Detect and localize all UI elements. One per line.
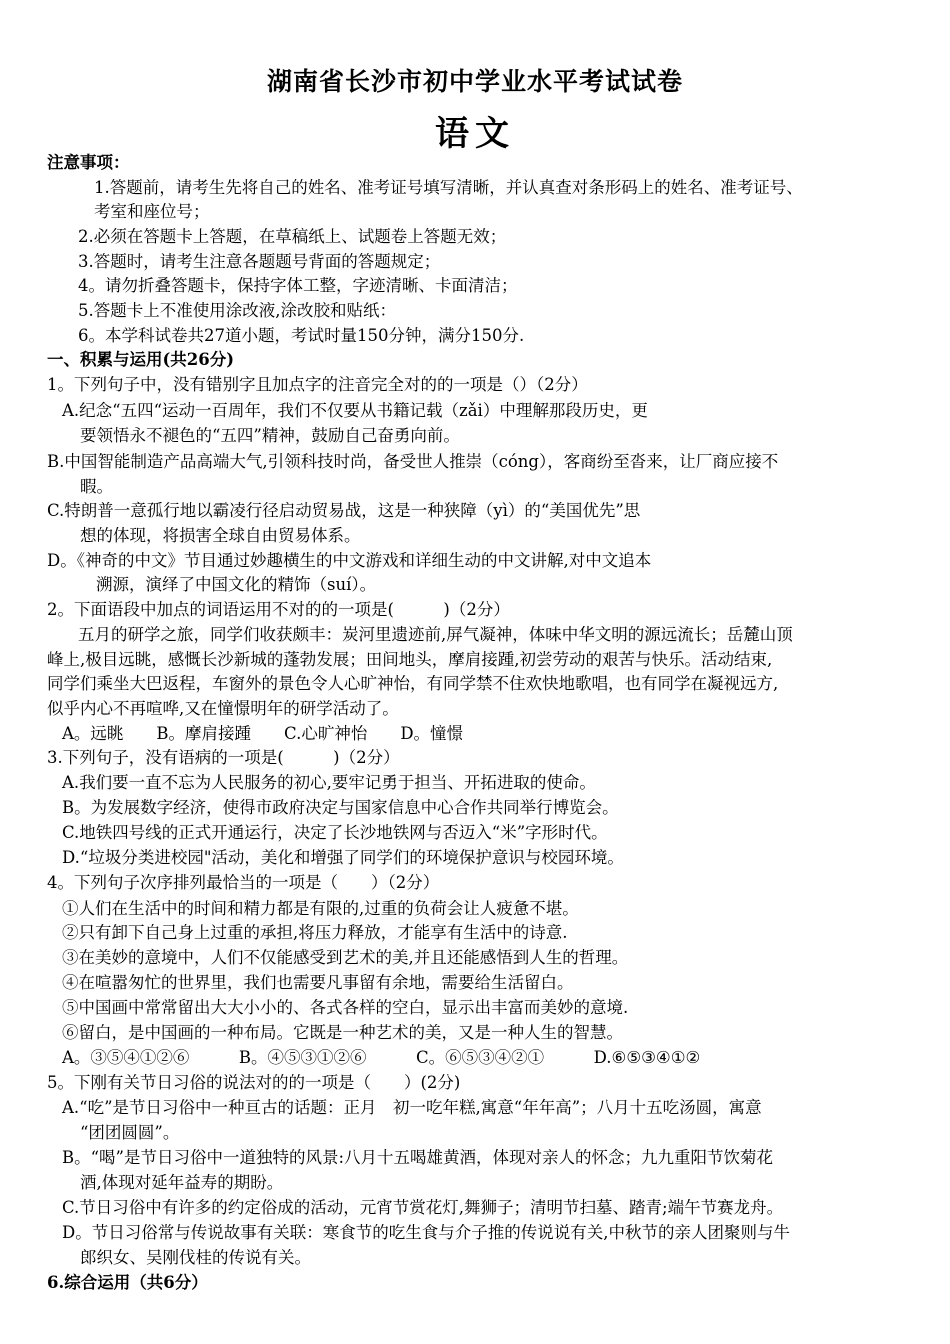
question-5-option: A.“吃”是节日习俗中一种亘古的话题：正月 初一吃年糕,寓意“年年高”；八月十五吃汤圆，寓意 <box>62 1098 762 1117</box>
question-1-option: 要领悟永不褪色的“五四”精神，鼓励自己奋勇向前。 <box>80 426 460 445</box>
question-2-options: A。远眺 B。摩肩接踵 C.心旷神怡 D。憧憬 <box>62 724 464 743</box>
question-4-item: ⑤中国画中常常留出大大小小的、各式各样的空白，显示出丰富而美妙的意境. <box>62 998 629 1017</box>
question-4-item: ②只有卸下自己身上过重的承担,将压力释放，才能享有生活中的诗意. <box>62 923 568 942</box>
question-2-passage: 似乎内心不再喧哗,又在憧憬明年的研学活动了。 <box>47 699 399 718</box>
question-3-stem: 3.下列句子，没有语病的一项是( )（2分） <box>47 748 400 767</box>
question-1-option: 溯源，演绎了中国文化的精饰（suí）。 <box>96 575 377 594</box>
notice-item: 2.必须在答题卡上答题，在草稿纸上、试题卷上答题无效； <box>78 227 507 246</box>
question-3-option: A.我们要一直不忘为人民服务的初心,要牢记勇于担当、开拓进取的使命。 <box>62 773 596 792</box>
notice-item: 4。请勿折叠答题卡，保持字体工整，字迹清晰、卡面清洁； <box>78 276 518 295</box>
notice-heading: 注意事项： <box>47 153 130 172</box>
question-6-stem: 6.综合运用（共6分） <box>47 1273 208 1292</box>
question-1-option: 暇。 <box>80 477 113 496</box>
question-3-option: B。为发展数字经济，使得市政府决定与国家信息中心合作共同举行博览会。 <box>62 798 619 817</box>
question-2-passage: 同学们乘坐大巴返程，车窗外的景色令人心旷神怡，有同学禁不住欢快地歌唱，也有同学在凝视远方, <box>47 674 779 693</box>
question-2-passage: 峰上,极目远眺，感慨长沙新城的蓬勃发展；田间地头，摩肩接踵,初尝劳动的艰苦与快乐。活动结束, <box>47 650 773 669</box>
question-5-option: D。节日习俗常与传说故事有关联：寒食节的吃生食与介子推的传说说有关,中秋节的亲人团聚则与牛 <box>62 1223 790 1242</box>
question-2-passage: 五月的研学之旅，同学们收获颇丰：炭河里遗迹前,屏气凝神，体味中华文明的源远流长；岳麓山顶 <box>78 625 793 644</box>
question-4-item: ③在美妙的意境中，人们不仅能感受到艺术的美,并且还能感悟到人生的哲理。 <box>62 948 629 967</box>
question-4-item: ④在喧嚣匆忙的世界里，我们也需要凡事留有余地，需要给生活留白。 <box>62 973 574 992</box>
question-5-option: 郎织女、吴刚伐桂的传说有关。 <box>80 1248 311 1267</box>
question-5-stem: 5。下刚有关节日习俗的说法对的的一项是（ ）(2分) <box>47 1073 461 1092</box>
subject-title: 语文 <box>435 114 515 154</box>
question-5-option: C.节日习俗中有许多的约定俗成的活动，元宵节赏花灯,舞狮子；清明节扫墓、踏青;端午节赛龙舟。 <box>62 1198 784 1217</box>
question-4-item: ⑥留白，是中国画的一种布局。它既是一种艺术的美，又是一种人生的智慧。 <box>62 1023 623 1042</box>
question-3-option: D.“垃圾分类进校园"活动，美化和增强了同学们的环境保护意识与校园环境。 <box>62 848 624 867</box>
notice-item: 3.答题时，请考生注意各题题号背面的答题规定； <box>78 252 441 271</box>
notice-item: 6。本学科试卷共27道小题，考试时量150分钟，满分150分. <box>78 326 525 345</box>
question-1-option: C.特朗普一意孤行地以霸凌行径启动贸易战，这是一种狭障（yì）的“美国优先”思 <box>47 501 641 520</box>
question-1-option: A.纪念“五四“运动一百周年，我们不仅要从书籍记载（zǎi）中理解那段历史，更 <box>62 401 648 420</box>
notice-item: 5.答题卡上不准使用涂改液,涂改胶和贴纸： <box>78 301 396 320</box>
question-5-option: 酒,体现对延年益寿的期盼。 <box>80 1173 284 1192</box>
exam-title: 湖南省长沙市初中学业水平考试试卷 <box>266 67 683 96</box>
question-5-option: B。“喝”是节日习俗中一道独特的风景:八月十五喝雄黄酒，体现对亲人的怀念；九九重阳节饮菊花 <box>62 1148 774 1167</box>
question-1-option: D。《神奇的中文》节目通过妙趣横生的中文游戏和详细生动的中文讲解,对中文追本 <box>47 551 652 570</box>
question-4-options: A。③⑤④①②⑥ B。④⑤③①②⑥ C。⑥⑤③④②① D.⑥⑤③④①② <box>62 1048 701 1067</box>
question-4-stem: 4。下列句子次序排列最恰当的一项是（ ）（2分） <box>47 873 440 892</box>
question-5-option: “团团圆圆”。 <box>80 1123 180 1142</box>
question-1-option: B.中国智能制造产品高端大气,引领科技时尚，备受世人推崇（cóng），客商纷至沓来，让厂商应接不 <box>47 452 779 471</box>
section-heading: 一、积累与运用(共26分) <box>47 350 235 369</box>
notice-item: 考室和座位号； <box>94 202 210 221</box>
question-1-stem: 1。下列句子中，没有错别字且加点字的注音完全对的的一项是（）（2分） <box>47 375 588 394</box>
question-3-option: C.地铁四号线的正式开通运行，决定了长沙地铁网与否迈入“米”字形时代。 <box>62 823 608 842</box>
notice-item: 1.答题前，请考生先将自己的姓名、准考证号填写清晰，并认真查对条形码上的姓名、准考证号、 <box>94 178 803 197</box>
question-1-option: 想的体现，将损害全球自由贸易体系。 <box>80 526 361 545</box>
question-4-item: ①人们在生活中的时间和精力都是有限的,过重的负荷会让人疲惫不堪。 <box>62 899 579 918</box>
question-2-stem: 2。下面语段中加点的词语运用不对的的一项是( )（2分） <box>47 600 510 619</box>
